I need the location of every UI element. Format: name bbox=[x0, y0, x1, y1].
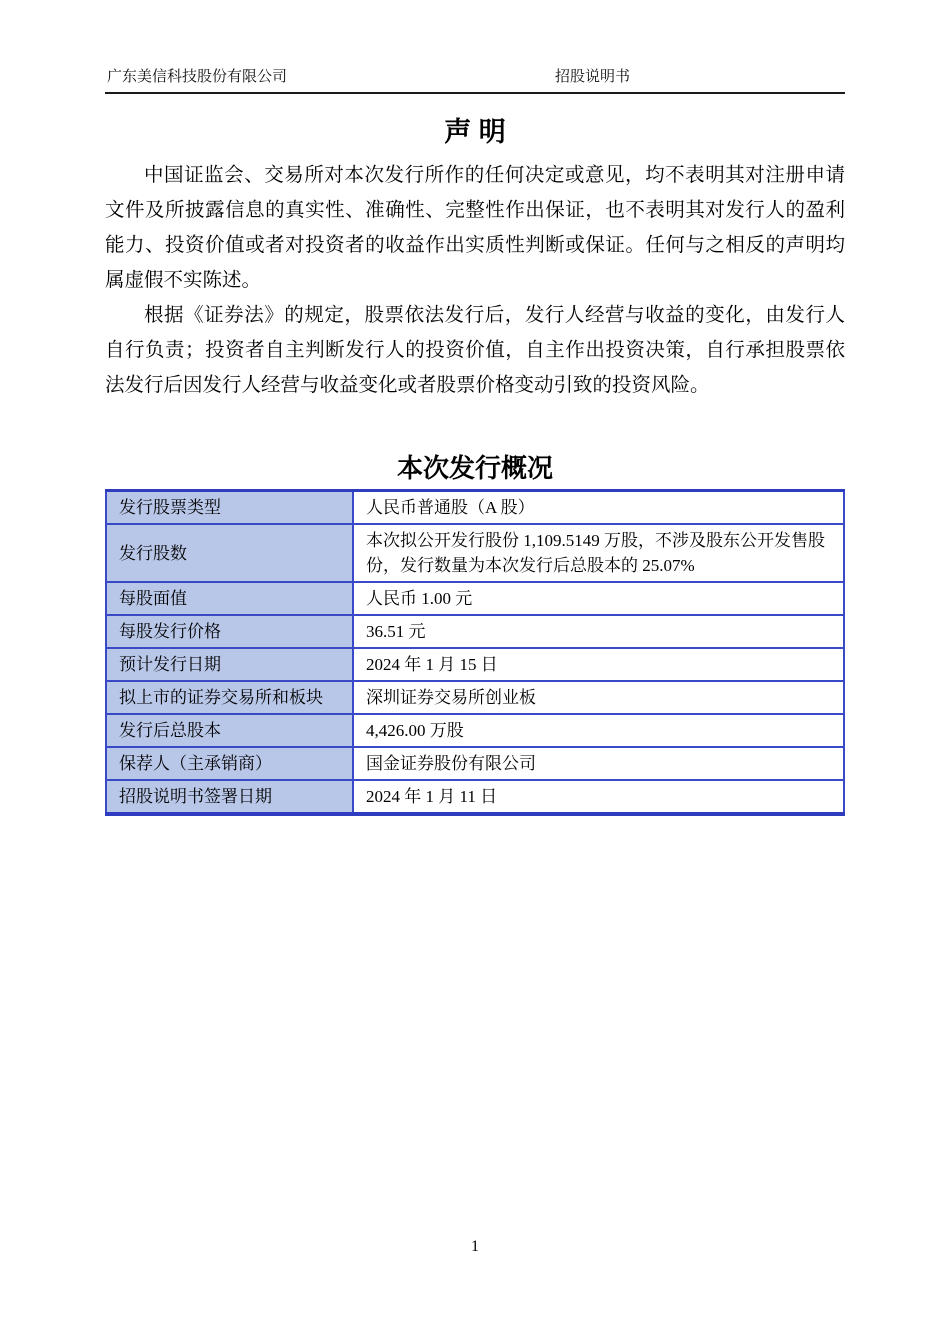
row-value: 4,426.00 万股 bbox=[353, 714, 844, 747]
row-value: 2024 年 1 月 11 日 bbox=[353, 780, 844, 814]
table-row bbox=[106, 615, 844, 648]
row-label: 保荐人（主承销商） bbox=[106, 747, 353, 780]
row-label: 每股面值 bbox=[106, 582, 353, 615]
table-row bbox=[106, 681, 844, 714]
row-value: 本次拟公开发行股份 1,109.5149 万股，不涉及股东公开发售股份，发行数量为本次发行后总股本的 25.07% bbox=[353, 524, 844, 582]
row-value: 人民币 1.00 元 bbox=[353, 582, 844, 615]
row-label: 发行股数 bbox=[106, 524, 353, 582]
page-header bbox=[105, 68, 845, 94]
row-label: 拟上市的证券交易所和板块 bbox=[106, 681, 353, 714]
row-value: 国金证券股份有限公司 bbox=[353, 747, 844, 780]
table-row bbox=[106, 747, 844, 780]
row-label: 每股发行价格 bbox=[106, 615, 353, 648]
row-value: 深圳证券交易所创业板 bbox=[353, 681, 844, 714]
offering-overview-table bbox=[105, 489, 845, 816]
declaration-title: 声 明 bbox=[444, 117, 506, 147]
row-value: 36.51 元 bbox=[353, 615, 844, 648]
page-number: 1 bbox=[471, 1238, 479, 1255]
table-row bbox=[106, 524, 844, 582]
declaration-paragraph-1: 中国证监会、交易所对本次发行所作的任何决定或意见，均不表明其对注册申请文件及所披露信息的真实性、准确性、完整性作出保证，也不表明其对发行人的盈利能力、投资价值或者对投资者的收益作出实质性判断或保证。任何与之相反的声明均属虚假不实陈述。 bbox=[105, 165, 845, 291]
row-value: 2024 年 1 月 15 日 bbox=[353, 648, 844, 681]
row-label: 预计发行日期 bbox=[106, 648, 353, 681]
table-row bbox=[106, 491, 844, 525]
offering-overview-title: 本次发行概况 bbox=[396, 453, 553, 483]
table-row bbox=[106, 582, 844, 615]
company-name: 广东美信科技股份有限公司 bbox=[107, 69, 288, 85]
row-label: 发行股票类型 bbox=[106, 491, 353, 525]
table-row bbox=[106, 780, 844, 814]
row-value: 人民币普通股（A 股） bbox=[353, 491, 844, 525]
declaration-paragraph-2: 根据《证券法》的规定，股票依法发行后，发行人经营与收益的变化，由发行人自行负责；投资者自主判断发行人的投资价值，自主作出投资决策，自行承担股票依法发行后因发行人经营与收益变化或者股票价格变动引致的投资风险。 bbox=[105, 305, 845, 396]
row-label: 发行后总股本 bbox=[106, 714, 353, 747]
document-type-label: 招股说明书 bbox=[555, 69, 631, 85]
declaration-body bbox=[105, 158, 845, 403]
table-row bbox=[106, 714, 844, 747]
table-row bbox=[106, 648, 844, 681]
row-label: 招股说明书签署日期 bbox=[106, 780, 353, 814]
